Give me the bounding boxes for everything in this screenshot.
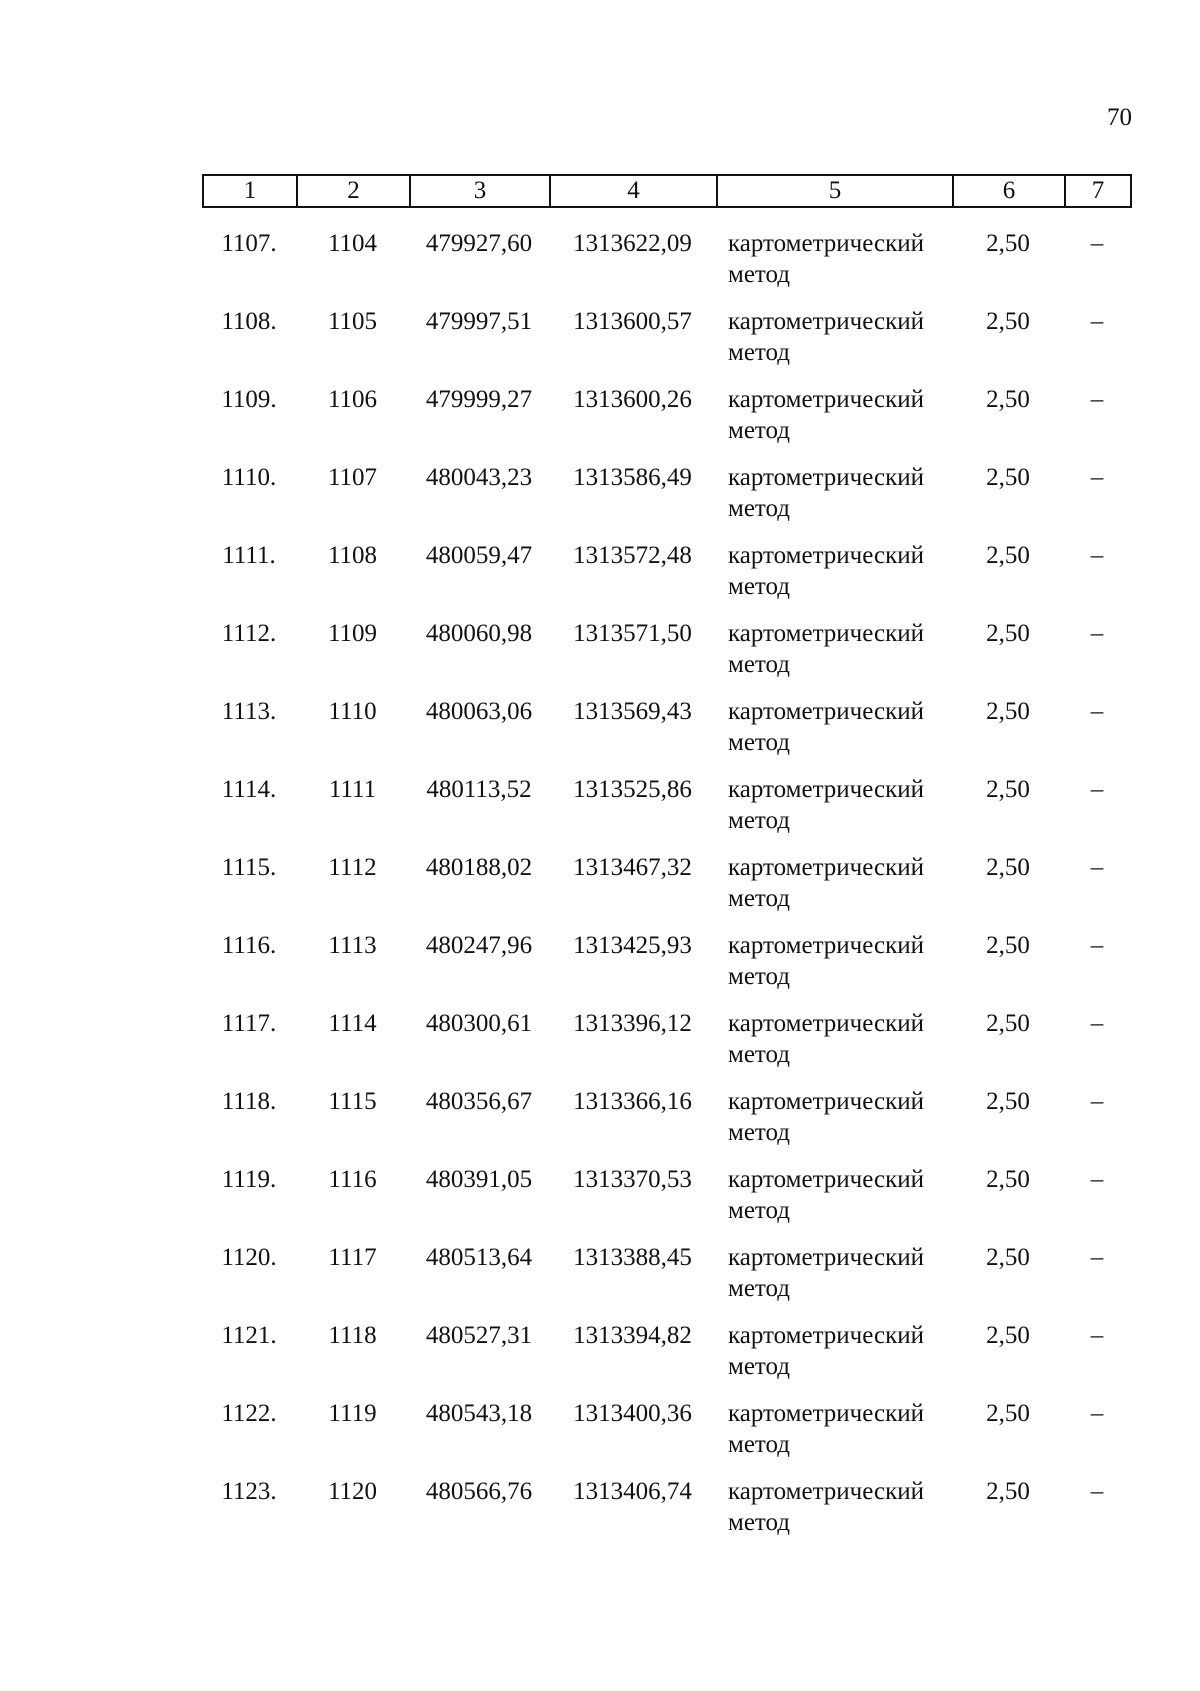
table-row: [202, 1086, 1130, 1164]
coord-x: 479999,27: [425, 386, 533, 413]
coord-y: 1313370,53: [573, 1166, 692, 1193]
method-cell: [716, 384, 952, 462]
method-line-2: метод: [728, 1509, 791, 1536]
accuracy: 2,50: [986, 698, 1030, 725]
coord-y: 1313425,93: [573, 932, 692, 959]
header-col-1: 1: [203, 175, 297, 207]
coord-x: 480356,67: [425, 1088, 533, 1115]
page-number: 70: [1107, 104, 1132, 131]
table-row: [202, 852, 1130, 930]
method-cell: [716, 618, 952, 696]
coord-y: 1313600,26: [573, 386, 692, 413]
coord-y: 1313388,45: [573, 1244, 692, 1271]
note: –: [1090, 1478, 1104, 1505]
coord-y: 1313622,09: [573, 230, 692, 257]
method-line-1: картометрический: [728, 308, 924, 335]
method-line-2: метод: [728, 1197, 791, 1224]
row-number: 1109.: [221, 386, 277, 413]
table-row: [202, 1242, 1130, 1320]
coord-x: 479927,60: [425, 230, 533, 257]
point-id: 1115: [328, 1088, 377, 1115]
row-number: 1110.: [221, 464, 277, 491]
accuracy: 2,50: [986, 1322, 1030, 1349]
method-cell: [716, 696, 952, 774]
method-cell: [716, 1164, 952, 1242]
method-cell: [716, 228, 952, 306]
row-number: 1112.: [221, 620, 277, 647]
coordinates-table: [202, 228, 1130, 1554]
header-col-3: 3: [410, 175, 550, 207]
table-row: [202, 384, 1130, 462]
coord-x: 480043,23: [425, 464, 533, 491]
method-cell: [716, 540, 952, 618]
note: –: [1090, 1088, 1104, 1115]
method-line-1: картометрический: [728, 1010, 924, 1037]
method-line-1: картометрический: [728, 1400, 924, 1427]
table-row: [202, 1008, 1130, 1086]
row-number: 1114.: [221, 776, 277, 803]
method-line-1: картометрический: [728, 854, 924, 881]
row-number: 1118.: [221, 1088, 277, 1115]
accuracy: 2,50: [986, 932, 1030, 959]
row-number: 1116.: [221, 932, 277, 959]
note: –: [1090, 1166, 1104, 1193]
accuracy: 2,50: [986, 1244, 1030, 1271]
method-line-2: метод: [728, 261, 791, 288]
method-cell: [716, 930, 952, 1008]
coord-x: 480566,76: [425, 1478, 533, 1505]
point-id: 1113: [328, 932, 377, 959]
coord-y: 1313366,16: [573, 1088, 692, 1115]
accuracy: 2,50: [986, 1478, 1030, 1505]
method-line-2: метод: [728, 729, 791, 756]
coord-x: 480300,61: [425, 1010, 533, 1037]
method-line-2: метод: [728, 495, 791, 522]
coord-x: 480063,06: [425, 698, 533, 725]
method-line-1: картометрический: [728, 464, 924, 491]
coord-y: 1313571,50: [573, 620, 692, 647]
method-line-2: метод: [728, 1041, 791, 1068]
point-id: 1112: [328, 854, 377, 881]
table-row: [202, 1164, 1130, 1242]
method-line-1: картометрический: [728, 698, 924, 725]
row-number: 1120.: [221, 1244, 277, 1271]
note: –: [1090, 854, 1104, 881]
note: –: [1090, 620, 1104, 647]
table-row: [202, 228, 1130, 306]
coord-x: 479997,51: [425, 308, 533, 335]
coord-y: 1313600,57: [573, 308, 692, 335]
table-row: [202, 696, 1130, 774]
point-id: 1118: [328, 1322, 377, 1349]
point-id: 1117: [328, 1244, 377, 1271]
accuracy: 2,50: [986, 230, 1030, 257]
note: –: [1090, 1400, 1104, 1427]
coord-y: 1313572,48: [573, 542, 692, 569]
row-number: 1123.: [221, 1478, 277, 1505]
row-number: 1113.: [221, 698, 277, 725]
coord-x: 480543,18: [425, 1400, 533, 1427]
method-line-2: метод: [728, 417, 791, 444]
note: –: [1090, 464, 1104, 491]
point-id: 1110: [328, 698, 377, 725]
point-id: 1105: [327, 308, 378, 335]
method-line-1: картометрический: [728, 542, 924, 569]
coord-y: 1313394,82: [573, 1322, 692, 1349]
coord-y: 1313396,12: [573, 1010, 692, 1037]
method-line-1: картометрический: [728, 230, 924, 257]
point-id: 1120: [327, 1478, 378, 1505]
table-row: [202, 1320, 1130, 1398]
method-line-1: картометрический: [728, 1088, 924, 1115]
accuracy: 2,50: [986, 854, 1030, 881]
coord-y: 1313586,49: [573, 464, 692, 491]
note: –: [1090, 932, 1104, 959]
header-col-6: 6: [953, 175, 1065, 207]
method-cell: [716, 1398, 952, 1476]
note: –: [1090, 698, 1104, 725]
row-number: 1111.: [222, 542, 276, 569]
table-row: [202, 306, 1130, 384]
coord-x: 480188,02: [425, 854, 533, 881]
table-row: [202, 462, 1130, 540]
accuracy: 2,50: [986, 1166, 1030, 1193]
table-header: [202, 174, 1132, 208]
table-row: [202, 930, 1130, 1008]
note: –: [1090, 776, 1104, 803]
coord-y: 1313406,74: [573, 1478, 692, 1505]
method-line-2: метод: [728, 807, 791, 834]
method-cell: [716, 1476, 952, 1554]
method-cell: [716, 1008, 952, 1086]
accuracy: 2,50: [986, 542, 1030, 569]
method-line-2: метод: [728, 651, 791, 678]
accuracy: 2,50: [986, 1010, 1030, 1037]
coord-x: 480060,98: [425, 620, 533, 647]
header-col-5: 5: [717, 175, 953, 207]
method-cell: [716, 852, 952, 930]
method-line-1: картометрический: [728, 620, 924, 647]
table-body: [202, 228, 1130, 1554]
coord-y: 1313400,36: [573, 1400, 692, 1427]
note: –: [1090, 386, 1104, 413]
header-col-4: 4: [550, 175, 717, 207]
row-number: 1108.: [221, 308, 277, 335]
table-row: [202, 1398, 1130, 1476]
note: –: [1090, 308, 1104, 335]
method-cell: [716, 306, 952, 384]
row-number: 1115.: [221, 854, 277, 881]
row-number: 1117.: [221, 1010, 277, 1037]
header-col-7: 7: [1065, 175, 1131, 207]
method-line-2: метод: [728, 1119, 791, 1146]
point-id: 1109: [327, 620, 378, 647]
point-id: 1114: [328, 1010, 377, 1037]
point-id: 1119: [328, 1400, 377, 1427]
coord-x: 480513,64: [425, 1244, 533, 1271]
coord-x: 480391,05: [425, 1166, 533, 1193]
accuracy: 2,50: [986, 1088, 1030, 1115]
accuracy: 2,50: [986, 776, 1030, 803]
point-id: 1116: [328, 1166, 377, 1193]
point-id: 1111: [328, 776, 377, 803]
point-id: 1108: [327, 542, 378, 569]
row-number: 1119.: [221, 1166, 277, 1193]
header-row: [203, 175, 1131, 207]
point-id: 1104: [327, 230, 378, 257]
method-line-2: метод: [728, 885, 791, 912]
method-line-2: метод: [728, 573, 791, 600]
method-line-1: картометрический: [728, 1478, 924, 1505]
accuracy: 2,50: [986, 1400, 1030, 1427]
method-line-2: метод: [728, 963, 791, 990]
coord-x: 480247,96: [425, 932, 533, 959]
header-col-2: 2: [297, 175, 410, 207]
table-row: [202, 540, 1130, 618]
note: –: [1090, 1244, 1104, 1271]
method-line-1: картометрический: [728, 1244, 924, 1271]
point-id: 1106: [327, 386, 378, 413]
row-number: 1107.: [221, 230, 277, 257]
row-number: 1121.: [221, 1322, 277, 1349]
row-number: 1122.: [221, 1400, 277, 1427]
method-line-2: метод: [728, 1275, 791, 1302]
note: –: [1090, 1322, 1104, 1349]
note: –: [1090, 542, 1104, 569]
method-cell: [716, 1320, 952, 1398]
coord-x: 480113,52: [426, 776, 532, 803]
note: –: [1090, 230, 1104, 257]
method-line-1: картометрический: [728, 776, 924, 803]
accuracy: 2,50: [986, 464, 1030, 491]
method-cell: [716, 462, 952, 540]
note: –: [1090, 1010, 1104, 1037]
method-line-2: метод: [728, 1353, 791, 1380]
method-cell: [716, 1086, 952, 1164]
coord-x: 480527,31: [425, 1322, 533, 1349]
coord-x: 480059,47: [425, 542, 533, 569]
method-line-2: метод: [728, 1431, 791, 1458]
accuracy: 2,50: [986, 308, 1030, 335]
method-cell: [716, 774, 952, 852]
table-row: [202, 618, 1130, 696]
table-row: [202, 1476, 1130, 1554]
method-line-1: картометрический: [728, 386, 924, 413]
method-cell: [716, 1242, 952, 1320]
accuracy: 2,50: [986, 386, 1030, 413]
table-row: [202, 774, 1130, 852]
method-line-1: картометрический: [728, 932, 924, 959]
coord-y: 1313467,32: [573, 854, 692, 881]
coord-y: 1313525,86: [573, 776, 692, 803]
accuracy: 2,50: [986, 620, 1030, 647]
method-line-1: картометрический: [728, 1322, 924, 1349]
coord-y: 1313569,43: [573, 698, 692, 725]
method-line-2: метод: [728, 339, 791, 366]
point-id: 1107: [327, 464, 378, 491]
method-line-1: картометрический: [728, 1166, 924, 1193]
